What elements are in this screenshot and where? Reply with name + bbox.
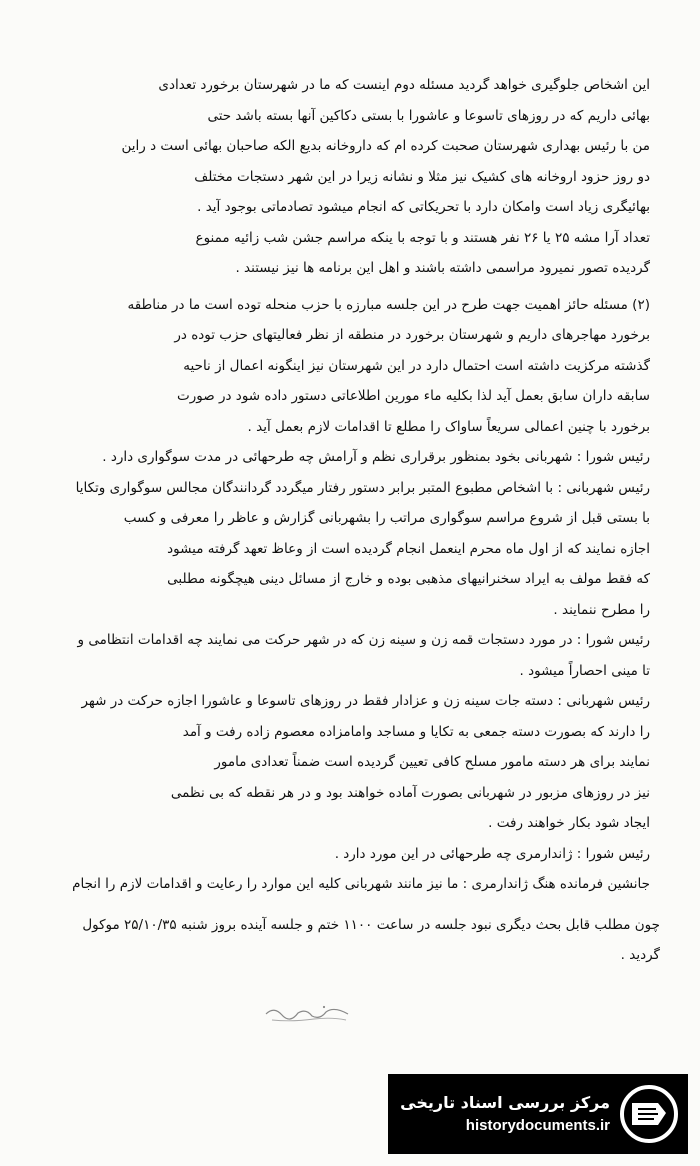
text-line: دو روز حزود اروخانه های کشیک نیز مثلا و نشانه زیرا در این شهر دستجات مختلف	[194, 168, 650, 185]
text-line: برخورد با چنین اعمالی سریعاً ساواک را مطلع تا اقدامات لازم بعمل آید .	[247, 418, 650, 435]
text-line: رئیس شهربانی : با اشخاص مطبوع المتبر برابر دستور رفتار میگردد گردانندگان مجالس سوگواری وتکایا	[75, 479, 650, 496]
text-line: گذشته مرکزیت داشته است احتمال دارد در این شهرستان نیز اینگونه اعمال از ناحیه	[183, 357, 650, 374]
closing-line: چون مطلب قابل بحث دیگری نبود جلسه در ساعت ۱۱۰۰ ختم و جلسه آینده بروز شنبه ۲۵/۱۰/۳۵ موکول	[82, 917, 660, 933]
footer-url: historydocuments.ir	[465, 1117, 610, 1134]
text-line: (۲) مسئله حائز اهمیت جهت طرح در این جلسه مبارزه با حزب منحله توده است ما در مناطقه	[127, 296, 650, 313]
closing-paragraph	[30, 910, 660, 970]
text-line: ایجاد شود بکار خواهند رفت .	[488, 815, 650, 831]
closing-line: گردید .	[620, 947, 660, 963]
footer-text	[400, 1091, 610, 1137]
text-line: رئیس شورا : در مورد دستجات قمه زن و سینه زن که در شهر حرکت می نمایند چه اقدامات انتظامی و	[77, 632, 650, 648]
text-line: تا مینی احصاراً میشود .	[519, 662, 650, 679]
text-line: رئیس شورا : شهربانی بخود بمنظور برقراری نظم و آرامش چه طرحهائی در مدت سوگواری دارد .	[102, 449, 650, 465]
text-line: سابقه داران سابق بعمل آید لذا بکلیه ماء مورین اطلاعاتی دستور داده شود در صورت	[177, 388, 650, 404]
text-line: برخورد مهاجرهای داریم و شهرستان برخورد در منطقه از نظر فعالیتهای حزب توده در	[174, 327, 650, 343]
text-line: نمایند برای هر دسته مامور مسلح کافی تعیین گردیده است ضمناً تعدادی مامور	[214, 754, 650, 770]
text-line: رئیس شورا : ژاندارمری چه طرحهائی در این مورد دارد .	[334, 845, 650, 862]
history-documents-logo-icon	[618, 1083, 680, 1145]
handwritten-signature	[262, 1000, 354, 1026]
text-line: من با رئیس بهداری شهرستان صحبت کرده ام که داروخانه بدیع الکه صاحبان بهائی است د راین	[121, 138, 650, 154]
text-line: گردیده تصور نمیرود مراسمی داشته باشند و اهل این برنامه ها نیز نیستند .	[235, 260, 650, 276]
text-line: را دارند که بصورت دسته جمعی به تکایا و مساجد وامامزاده معصوم زاده رفت و آمد	[182, 723, 650, 740]
text-line: بهائیگری زیاد است وامکان دارد با تحریکاتی که انجام میشود تصادماتی بوجود آید .	[197, 199, 650, 215]
text-line: این اشخاص جلوگیری خواهد گردید مسئله دوم اینست که ما در شهرستان برخورد تعدادی	[158, 77, 650, 93]
text-line: که فقط مولف به ایراد سخنرانیهای مذهبی بوده و خارج از مسائل دینی هیچگونه مطلبی	[167, 571, 650, 587]
text-line: رئیس شهربانی : دسته جات سینه زن و عزادار فقط در روزهای تاسوعا و عاشورا اجازه حرکت در شهر	[81, 693, 650, 709]
footer-title: مرکز بررسی اسناد تاریخی	[400, 1093, 610, 1112]
document-body	[30, 70, 650, 900]
text-line: نیز در روزهای مزبور در شهربانی بصورت آماده خواهند بود و در هر نقطه که بی نظمی	[170, 784, 650, 801]
watermark-footer	[388, 1074, 688, 1154]
text-line: تعداد آرا مشه ۲۵ یا ۲۶ نفر هستند و با توجه با ینکه مراسم جشن شب زائیه ممنوع	[195, 229, 650, 246]
text-line: جانشین فرمانده هنگ ژاندارمری : ما نیز مانند شهربانی کلیه این موارد را رعایت و اقدامات لازم را انجام	[72, 876, 650, 892]
text-line: بهائی داریم که در روزهای تاسوعا و عاشورا با بستی دکاکین آنها بسته باشد حتی	[207, 107, 650, 124]
text-line: اجازه نمایند که از اول ماه محرم اینعمل انجام گردیده است از وعاظ تعهد گرفته میشود	[167, 540, 650, 557]
text-line: را مطرح ننمایند .	[553, 601, 650, 618]
text-line: با بستی قبل از شروع مراسم سوگواری مراتب را بشهربانی گزارش و عاظر را معرفی و کسب	[123, 510, 650, 526]
